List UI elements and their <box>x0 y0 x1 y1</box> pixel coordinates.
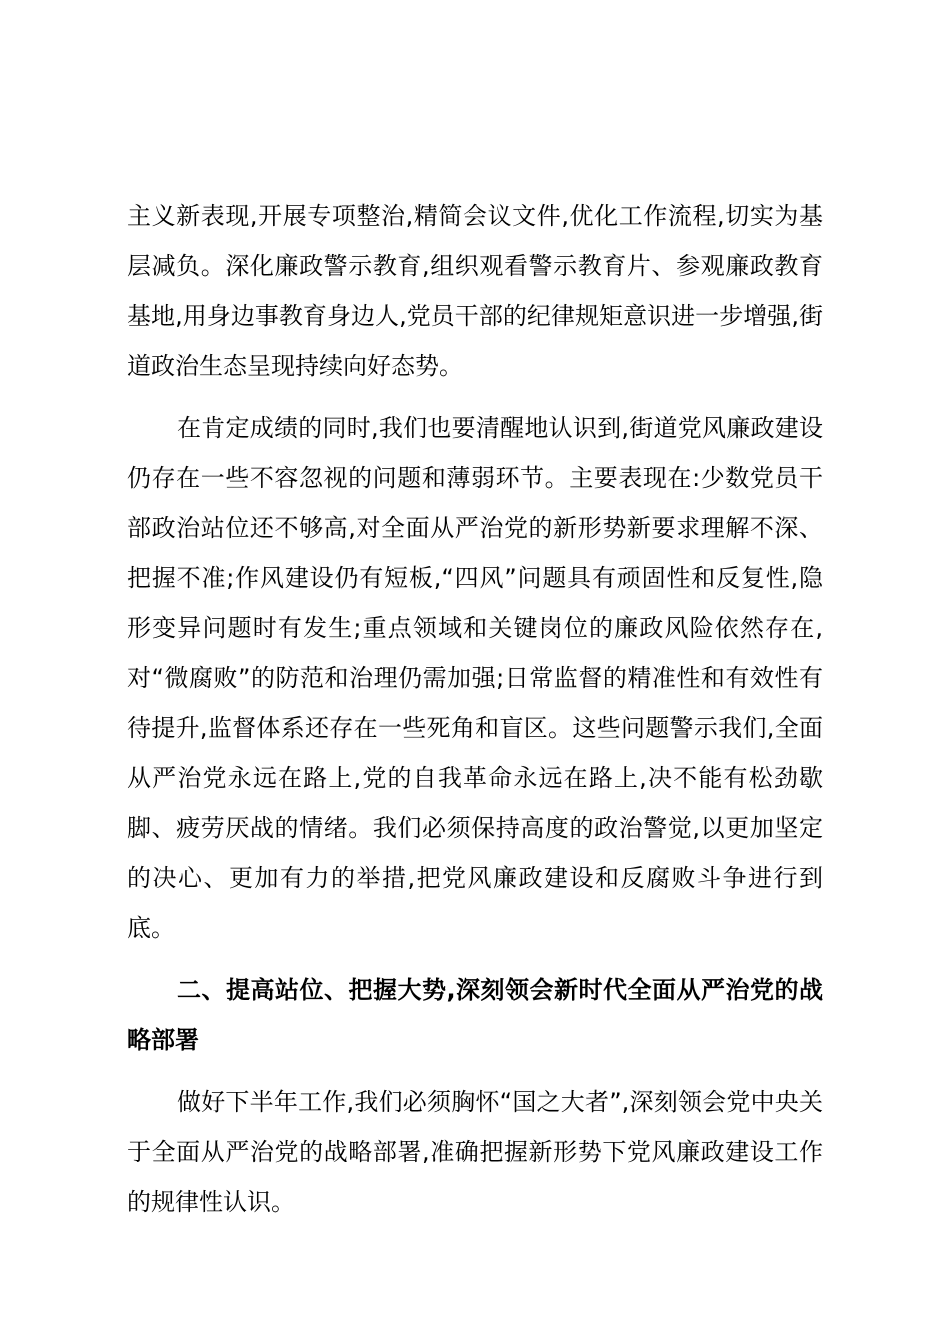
document-body <box>127 191 823 1227</box>
paragraph-strategy: 做好下半年工作,我们必须胸怀“国之大者”,深刻领会党中央关于全面从严治党的战略部署,准确把握新形势下党风廉政建设工作的规律性认识。 <box>127 1088 823 1216</box>
paragraph-continuation: 主义新表现,开展专项整治,精简会议文件,优化工作流程,切实为基层减负。深化廉政警示教育,组织观看警示教育片、参观廉政教育基地,用身边事教育身边人,党员干部的纪律规矩意识进一步增强,街道政治生态呈现持续向好态势。 <box>127 202 823 380</box>
paragraph-problems: 在肯定成绩的同时,我们也要清醒地认识到,街道党风廉政建设仍存在一些不容忽视的问题和薄弱环节。主要表现在:少数党员干部政治站位还不够高,对全面从严治党的新形势新要求理解不深、把握不准;作风建设仍有短板,“四风”问题具有顽固性和反复性,隐形变异问题时有发生;重点领域和关键岗位的廉政风险依然存在,对“微腐败”的防范和治理仍需加强;日常监督的精准性和有效性有待提升,监督体系还存在一些死角和盲区。这些问题警示我们,全面从严治党永远在路上,党的自我革命永远在路上,决不能有松劲歇脚、疲劳厌战的情绪。我们必须保持高度的政治警觉,以更加坚定的决心、更加有力的举措,把党风廉政建设和反腐败斗争进行到底。 <box>127 414 823 942</box>
section-heading-two: 二、提高站位、把握大势,深刻领会新时代全面从严治党的战略部署 <box>127 976 823 1054</box>
